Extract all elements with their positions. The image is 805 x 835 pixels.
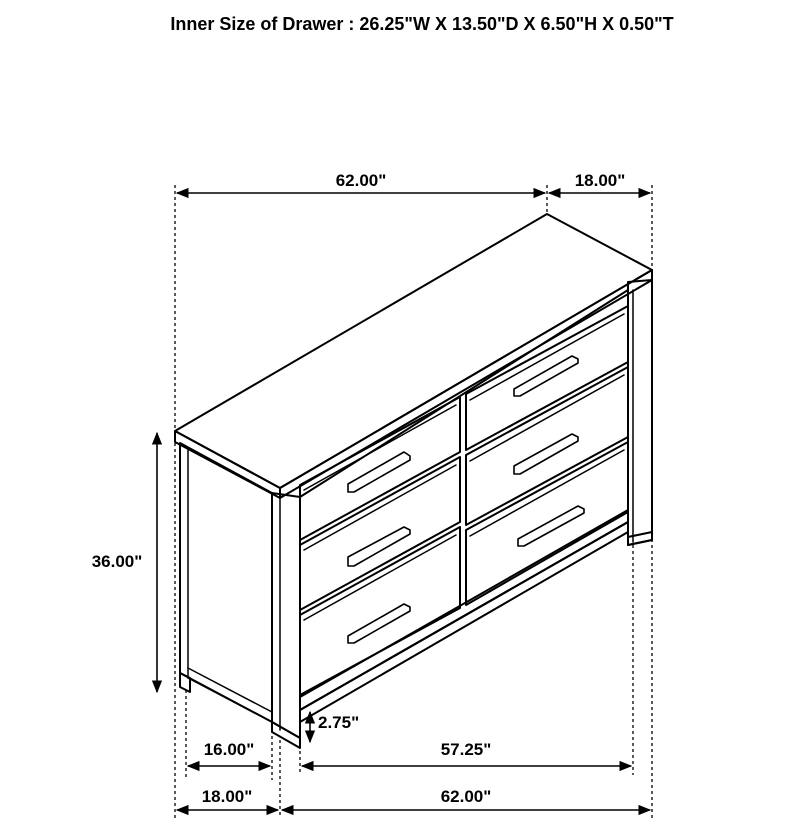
label-bottom-depth: 18.00" [201, 787, 253, 806]
right-post [628, 280, 652, 545]
dimension-inner-front-width [302, 740, 631, 766]
left-side-panel [180, 443, 272, 722]
dresser-drawing [175, 214, 652, 748]
label-top-width: 62.00" [335, 171, 387, 190]
dimension-top-width [177, 171, 545, 193]
label-inner-front-width: 57.25" [440, 740, 492, 759]
dimension-top-depth [549, 171, 650, 193]
top-surface [175, 214, 652, 488]
dimension-inner-side-depth [188, 740, 270, 766]
label-leg-clearance: 2.75" [318, 713, 360, 732]
diagram-title: Inner Size of Drawer : 26.25"W X 13.50"D X 6.50"H X 0.50"T [170, 14, 674, 34]
handle-left-top [348, 452, 410, 492]
front-frame [300, 290, 628, 710]
label-height: 36.00" [91, 552, 143, 571]
dimension-height [92, 433, 157, 692]
dimension-leg-clearance [310, 712, 359, 742]
handle-right-middle [514, 434, 578, 474]
label-top-depth: 18.00" [574, 171, 626, 190]
front-left-post [272, 493, 300, 738]
drawer-left-middle[interactable] [300, 457, 460, 610]
dimension-bottom-width [282, 787, 650, 810]
dimension-bottom-depth [177, 787, 278, 810]
label-inner-side-depth: 16.00" [203, 740, 255, 759]
extension-lines [175, 185, 652, 818]
handle-left-bottom [348, 604, 410, 643]
label-bottom-width: 62.00" [440, 787, 492, 806]
drawer-right-middle[interactable] [466, 367, 628, 525]
drawer-left-bottom[interactable] [300, 527, 460, 695]
